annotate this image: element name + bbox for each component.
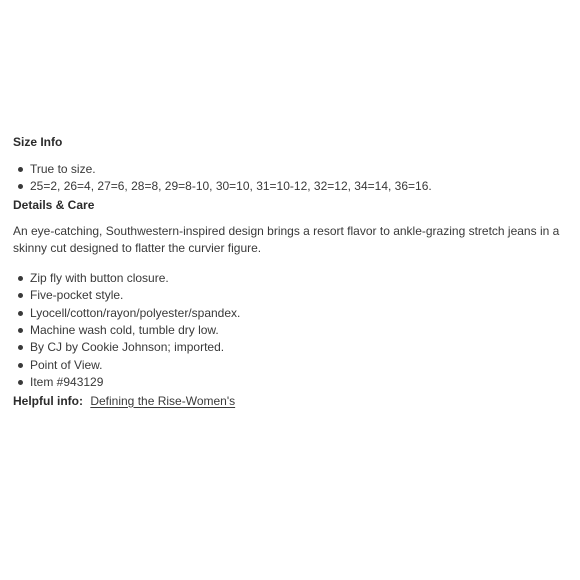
list-item: Machine wash cold, tumble dry low. — [13, 322, 569, 339]
details-care-heading: Details & Care — [13, 197, 95, 212]
list-item: Five-pocket style. — [13, 287, 569, 304]
list-item: By CJ by Cookie Johnson; imported. — [13, 339, 569, 356]
size-info-heading: Size Info — [13, 135, 63, 149]
helpful-info — [13, 392, 569, 410]
helpful-info-label: Helpful info: — [13, 393, 83, 408]
list-item: 25=2, 26=4, 27=6, 28=8, 29=8-10, 30=10, 31=10-12, 32=12, 34=14, 36=16. — [13, 178, 569, 195]
defining-rise-link[interactable]: Defining the Rise-Women's — [90, 393, 236, 408]
size-info-list — [13, 161, 569, 196]
list-item: Zip fly with button closure. — [13, 270, 569, 287]
list-item: Lyocell/cotton/rayon/polyester/spandex. — [13, 305, 569, 322]
details-list — [13, 270, 569, 392]
product-details — [13, 133, 569, 410]
product-description: An eye-catching, Southwestern-inspired design brings a resort flavor to ankle-grazing stretch jeans in a skinny cut designed to flatter the curvier figure. — [13, 223, 560, 256]
list-item: Item #943129 — [13, 374, 569, 391]
list-item: Point of View. — [13, 357, 569, 374]
list-item: True to size. — [13, 161, 569, 178]
